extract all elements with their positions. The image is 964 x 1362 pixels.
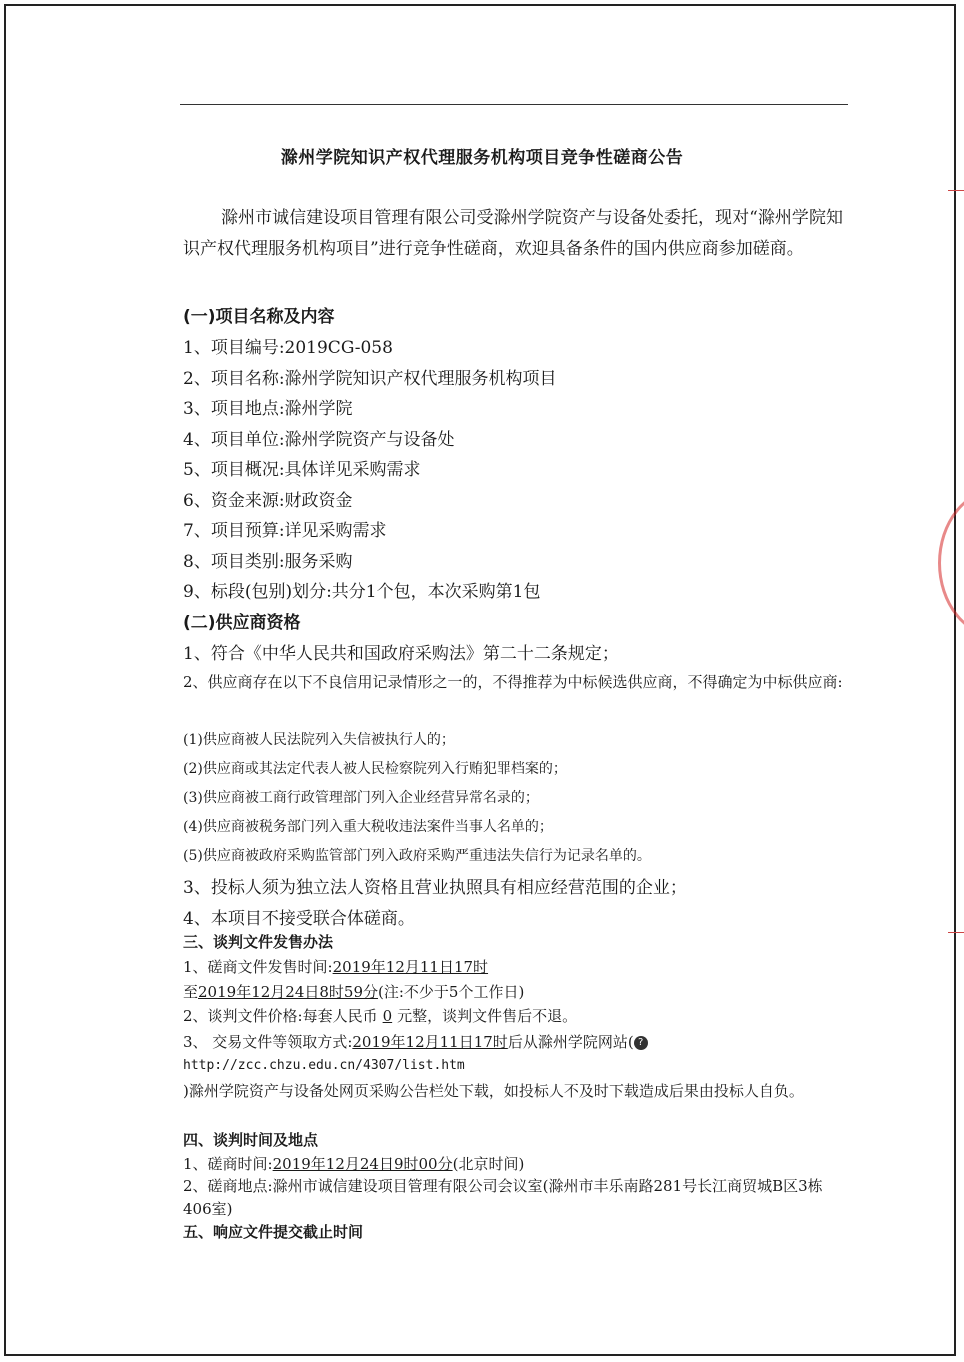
section4-heading: 四、谈判时间及地点 <box>183 1131 319 1149</box>
section1-heading: (一)项目名称及内容 <box>183 307 335 327</box>
section1-item: 5、项目概况:具体详见采购需求 <box>183 460 421 480</box>
section1-item: 8、项目类别:服务采购 <box>183 552 353 572</box>
sale-time-end: 2019年12月24日8时59分 <box>198 983 378 1001</box>
price-label: 2、谈判文件价格:每套人民币 <box>183 1007 378 1025</box>
price-value: 0 <box>382 1007 393 1025</box>
section2-subitem: (4)供应商被税务部门列入重大税收违法案件当事人名单的； <box>183 819 553 835</box>
seal-stamp <box>930 488 964 638</box>
sale-time-end-line <box>183 981 524 1002</box>
section1-item: 4、项目单位:滁州学院资产与设备处 <box>183 430 455 450</box>
section2-item: 3、投标人须为独立法人资格且营业执照具有相应经营范围的企业； <box>183 878 687 898</box>
negotiation-time-note: (北京时间) <box>452 1155 525 1173</box>
download-url[interactable]: http://zcc.chzu.edu.cn/4307/list.htm <box>183 1058 465 1073</box>
section5-heading: 五、响应文件提交截止时间 <box>183 1223 364 1241</box>
price-line <box>183 1005 577 1026</box>
negotiation-time-value: 2019年12月24日9时00分 <box>272 1155 453 1173</box>
sale-time-label: 1、磋商文件发售时间: <box>183 958 333 976</box>
section2-item: 4、本项目不接受联合体磋商。 <box>183 909 415 929</box>
header-rule <box>180 104 848 105</box>
negotiation-time-label: 1、磋商时间: <box>183 1155 273 1173</box>
section2-subitem: (5)供应商被政府采购监管部门列入政府采购严重违法失信行为记录名单的。 <box>183 848 651 864</box>
section2-subitem: (1)供应商被人民法院列入失信被执行人的； <box>183 732 455 748</box>
method-line <box>183 1031 648 1052</box>
margin-mark <box>948 932 964 933</box>
method-label: 3、 交易文件等领取方式: <box>183 1033 353 1051</box>
price-suffix: 元整，谈判文件售后不退。 <box>397 1007 578 1025</box>
section3-heading: 三、谈判文件发售办法 <box>183 933 334 951</box>
section1-item: 7、项目预算:详见采购需求 <box>183 521 387 541</box>
section1-item: 3、项目地点:滁州学院 <box>183 399 353 419</box>
section1-item: 1、项目编号:2019CG-058 <box>183 338 393 358</box>
intro-paragraph: 滁州市诚信建设项目管理有限公司受滁州学院资产与设备处委托，现对“滁州学院知识产权代理服务机构项目”进行竞争性磋商，欢迎具备条件的国内供应商参加磋商。 <box>183 208 843 259</box>
section2-heading: (二)供应商资格 <box>183 613 301 633</box>
margin-mark <box>948 190 964 191</box>
method-suffix: 后从滁州学院网站( <box>507 1033 634 1051</box>
section1-item: 2、项目名称:滁州学院知识产权代理服务机构项目 <box>183 369 557 389</box>
section2-subitem: (2)供应商或其法定代表人被人民检察院列入行贿犯罪档案的； <box>183 761 567 777</box>
sale-time-start: 2019年12月11日17时 <box>332 958 489 976</box>
section1-item: 9、标段(包别)划分:共分1个包，本次采购第1包 <box>183 582 541 602</box>
negotiation-place: 2、磋商地点:滁州市诚信建设项目管理有限公司会议室(滁州市丰乐南路281号长江商贸城B区3栋406室) <box>183 1177 823 1218</box>
section2-item: 2、供应商存在以下不良信用记录情形之一的，不得推荐为中标候选供应商，不得确定为中标供应商: <box>183 673 843 691</box>
sale-time-note: (注:不少于5个工作日) <box>378 983 525 1001</box>
method-tail: )滁州学院资产与设备处网页采购公告栏处下载，如投标人不及时下载造成后果由投标人自负。 <box>183 1082 804 1100</box>
section1-item: 6、资金来源:财政资金 <box>183 491 353 511</box>
sale-time-line <box>183 956 488 977</box>
section2-subitem: (3)供应商被工商行政管理部门列入企业经营异常名录的； <box>183 790 539 806</box>
help-icon: ? <box>634 1036 648 1050</box>
negotiation-time-line <box>183 1153 524 1174</box>
document-title: 滁州学院知识产权代理服务机构项目竞争性磋商公告 <box>280 148 684 168</box>
section2-item: 1、符合《中华人民共和国政府采购法》第二十二条规定； <box>183 644 619 664</box>
sale-time-to: 至 <box>183 983 199 1001</box>
method-date: 2019年12月11日17时 <box>352 1033 508 1051</box>
